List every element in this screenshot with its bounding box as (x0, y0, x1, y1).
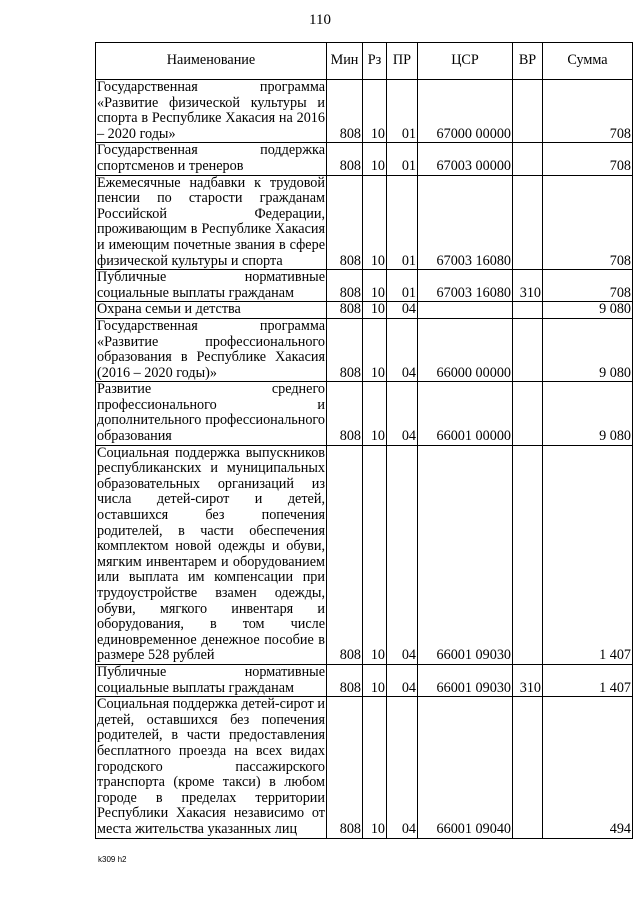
cell-min: 808 (327, 270, 363, 302)
table-row (96, 175, 633, 270)
cell-min: 808 (327, 302, 363, 319)
cell-pr: 04 (387, 664, 418, 696)
cell-sum: 1 407 (543, 664, 633, 696)
cell-min: 808 (327, 175, 363, 270)
cell-name: Государственная поддержка спортсменов и тренеров (97, 142, 325, 174)
table-body (96, 80, 633, 839)
budget-table (95, 42, 633, 839)
cell-sum: 708 (543, 143, 633, 175)
cell-csr: 66001 09030 (418, 664, 513, 696)
cell-pr: 04 (387, 382, 418, 445)
cell-sum: 9 080 (543, 302, 633, 319)
cell-name: Государственная программа «Развитие физической культуры и спорта в Республике Хакасия на 2016 – 2020 годы» (97, 79, 325, 142)
cell-sum: 1 407 (543, 445, 633, 664)
column-header-vr: ВР (513, 43, 543, 80)
cell-csr: 66001 09030 (418, 445, 513, 664)
cell-sum: 494 (543, 697, 633, 838)
cell-name: Публичные нормативные социальные выплаты гражданам (97, 269, 325, 301)
cell-rz: 10 (363, 445, 387, 664)
table-row (96, 318, 633, 381)
cell-rz: 10 (363, 382, 387, 445)
cell-name: Ежемесячные надбавки к трудовой пенсии по старости гражданам Российской Федерации, проживающим в Республике Хакасия и имеющим почетные звания в сфере физической культуры и спорта (97, 174, 325, 269)
column-header-sum: Сумма (543, 43, 633, 80)
cell-sum: 9 080 (543, 318, 633, 381)
table-row (96, 382, 633, 445)
cell-sum: 708 (543, 80, 633, 143)
table-row (96, 270, 633, 302)
cell-pr: 01 (387, 143, 418, 175)
column-header-pr: ПР (387, 43, 418, 80)
table-row (96, 697, 633, 838)
cell-csr: 67000 00000 (418, 80, 513, 143)
column-header-csr: ЦСР (418, 43, 513, 80)
cell-vr (513, 697, 543, 838)
page-number: 110 (309, 12, 331, 28)
cell-sum: 708 (543, 270, 633, 302)
cell-name: Социальная поддержка выпускников республиканских и муниципальных образовательных организаций из числа детей-сирот и детей, оставшихся без попечения родителей, в части обеспечения комплектом новой одежды и обуви, мягким инвентарем и оборудованием или выплата им компенсации при трудоустройстве взамен одежды, обуви, мягкого инвентаря и оборудования, в том числе единовременное денежное пособие в размере 528 рублей (97, 444, 325, 664)
table-row (96, 143, 633, 175)
cell-csr: 66001 09040 (418, 697, 513, 838)
cell-min: 808 (327, 318, 363, 381)
table-row (96, 302, 633, 319)
table-row (96, 664, 633, 696)
column-header-name: Наименование (96, 43, 327, 80)
cell-vr (513, 382, 543, 445)
table-row (96, 80, 633, 143)
cell-min: 808 (327, 664, 363, 696)
cell-pr: 04 (387, 318, 418, 381)
cell-min: 808 (327, 143, 363, 175)
column-header-rz: Рз (363, 43, 387, 80)
cell-vr (513, 302, 543, 319)
cell-csr: 67003 16080 (418, 175, 513, 270)
cell-pr: 04 (387, 697, 418, 838)
cell-rz: 10 (363, 175, 387, 270)
cell-vr: 310 (513, 270, 543, 302)
cell-min: 808 (327, 382, 363, 445)
cell-pr: 04 (387, 445, 418, 664)
cell-pr: 04 (387, 302, 418, 319)
cell-vr (513, 445, 543, 664)
cell-rz: 10 (363, 664, 387, 696)
cell-csr: 67003 16080 (418, 270, 513, 302)
cell-min: 808 (327, 697, 363, 838)
cell-min: 808 (327, 80, 363, 143)
cell-sum: 708 (543, 175, 633, 270)
cell-rz: 10 (363, 80, 387, 143)
cell-name: Социальная поддержка детей-сирот и детей, оставшихся без попечения родителей, в части предоставления бесплатного проезда на всех видах городского пассажирского транспорта (кроме такси) в любом городе в пределах территории Республики Хакасия независимо от места жительства указанных лиц (97, 696, 325, 837)
table-row (96, 445, 633, 664)
cell-csr: 66000 00000 (418, 318, 513, 381)
cell-vr (513, 80, 543, 143)
cell-csr: 67003 00000 (418, 143, 513, 175)
cell-name: Публичные нормативные социальные выплаты гражданам (97, 663, 325, 696)
cell-pr: 01 (387, 80, 418, 143)
footer-code: k309 h2 (98, 855, 127, 864)
cell-sum: 9 080 (543, 382, 633, 445)
cell-vr (513, 175, 543, 270)
cell-rz: 10 (363, 143, 387, 175)
cell-rz: 10 (363, 270, 387, 302)
cell-name: Государственная программа «Развитие профессионального образования в Республике Хакасия (2016 – 2020 годы)» (97, 317, 325, 381)
cell-pr: 01 (387, 175, 418, 270)
cell-name: Развитие среднего профессионального и дополнительного профессионального образования (97, 381, 325, 445)
column-header-min: Мин (327, 43, 363, 80)
cell-vr (513, 318, 543, 381)
cell-vr (513, 143, 543, 175)
cell-csr: 66001 00000 (418, 382, 513, 445)
cell-rz: 10 (363, 697, 387, 838)
cell-rz: 10 (363, 318, 387, 381)
table-header-row (96, 43, 633, 80)
cell-csr (418, 302, 513, 319)
cell-name: Охрана семьи и детства (96, 302, 327, 319)
cell-rz: 10 (363, 302, 387, 319)
cell-vr: 310 (513, 664, 543, 696)
cell-pr: 01 (387, 270, 418, 302)
cell-min: 808 (327, 445, 363, 664)
